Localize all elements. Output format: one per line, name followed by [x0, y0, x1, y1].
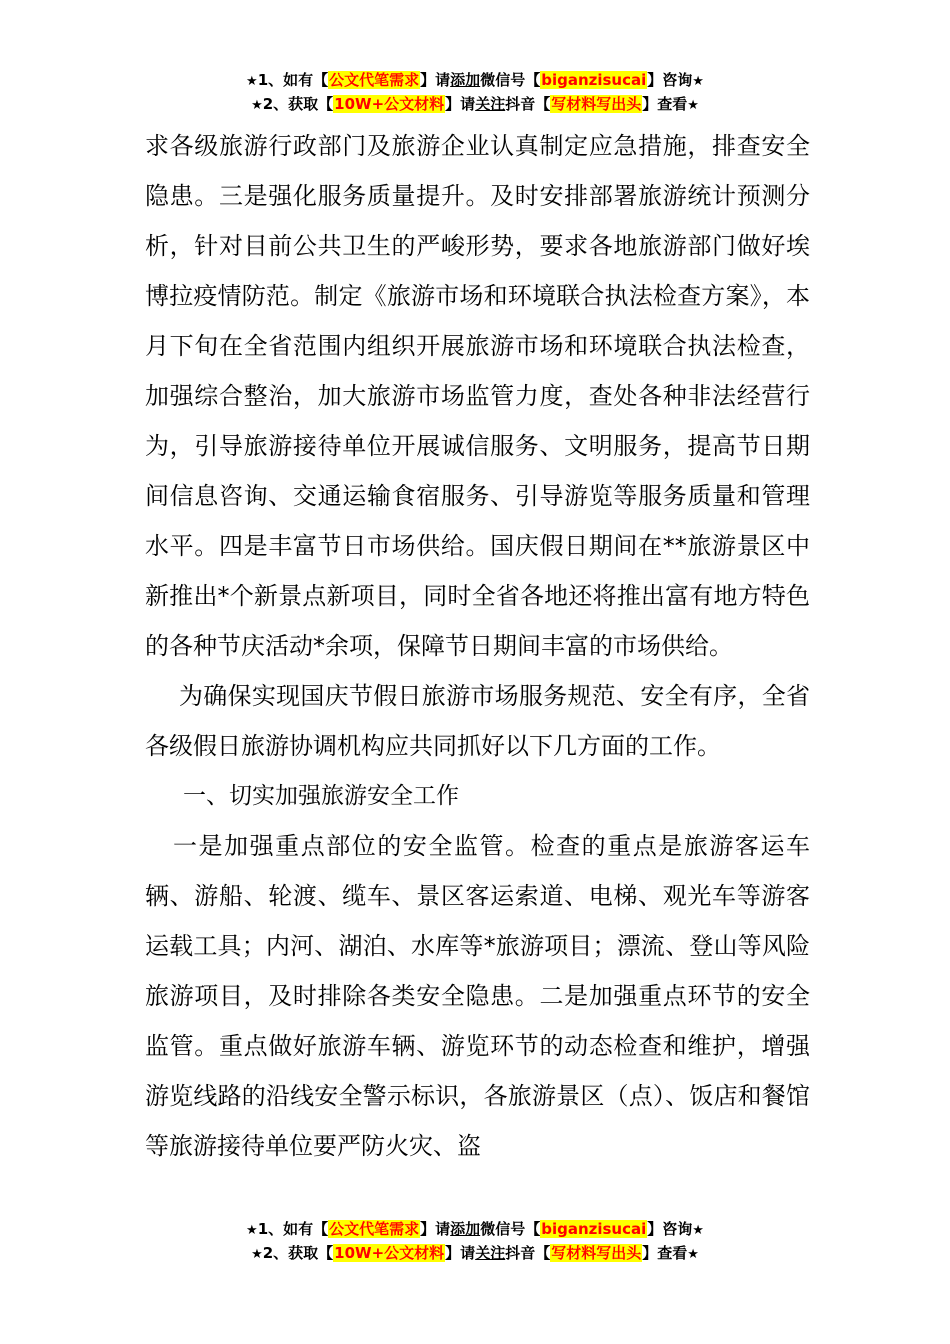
star-icon: ★ [687, 1247, 699, 1262]
banner-text: 2、获取【 [262, 95, 334, 113]
star-icon: ★ [692, 74, 704, 89]
highlight-douyin: 写材料写出头 [551, 95, 642, 113]
banner-text: 】请 [420, 71, 451, 89]
banner-text: 】请 [445, 1244, 476, 1262]
banner-text: 抖音【 [505, 95, 551, 113]
banner-text: 微信号【 [480, 71, 541, 89]
banner-text: 抖音【 [505, 1244, 551, 1262]
underlined-text: 关注 [475, 95, 506, 113]
underlined-text: 添加 [450, 1220, 481, 1238]
star-icon: ★ [246, 74, 258, 89]
star-icon: ★ [692, 1223, 704, 1238]
underlined-text: 添加 [450, 71, 481, 89]
banner-text: 】请 [445, 95, 476, 113]
highlight-service: 公文代笔需求 [329, 1220, 420, 1238]
star-icon: ★ [687, 98, 699, 113]
banner-line-2 [0, 93, 950, 117]
highlight-douyin: 写材料写出头 [551, 1244, 642, 1262]
underlined-text: 关注 [475, 1244, 506, 1262]
star-icon: ★ [246, 1223, 258, 1238]
banner-text: 】查看 [642, 95, 688, 113]
banner-text: 1、如有【 [257, 1220, 329, 1238]
highlight-materials: 10W+公文材料 [334, 95, 445, 113]
highlight-wechat-id: biganzisucai [541, 1220, 647, 1238]
banner-text: 1、如有【 [257, 71, 329, 89]
banner-line-1 [0, 1218, 950, 1242]
star-icon: ★ [251, 98, 263, 113]
star-icon: ★ [251, 1247, 263, 1262]
section-heading-1: 一、切实加强旅游安全工作 [183, 783, 459, 809]
banner-text: 2、获取【 [262, 1244, 334, 1262]
paragraph-3: 一是加强重点部位的安全监管。检查的重点是旅游客运车辆、游船、轮渡、缆车、景区客运索道、电梯、观光车等游客运载工具；内河、湖泊、水库等*旅游项目；漂流、登山等风险旅游项目，及时排除各类安全隐患。二是加强重点环节的安全监管。重点做好旅游车辆、游览环节的动态检查和维护，增强游览线路的沿线安全警示标识，各旅游景区（点）、饭店和餐馆等旅游接待单位要严防火灾、盗 [145, 832, 810, 1160]
banner-text: 】咨询 [647, 1220, 693, 1238]
banner-line-2 [0, 1242, 950, 1266]
footer-banner [0, 1218, 950, 1266]
banner-line-1 [0, 69, 950, 93]
banner-text: 】请 [420, 1220, 451, 1238]
highlight-materials: 10W+公文材料 [334, 1244, 445, 1262]
document-body [145, 121, 810, 1171]
banner-text: 】查看 [642, 1244, 688, 1262]
banner-text: 】咨询 [647, 71, 693, 89]
header-banner [0, 69, 950, 117]
paragraph-2: 为确保实现国庆节假日旅游市场服务规范、安全有序，全省各级假日旅游协调机构应共同抓好以下几方面的工作。 [145, 682, 810, 760]
banner-text: 微信号【 [480, 1220, 541, 1238]
highlight-service: 公文代笔需求 [329, 71, 420, 89]
paragraph-1: 求各级旅游行政部门及旅游企业认真制定应急措施，排查安全隐患。三是强化服务质量提升。及时安排部署旅游统计预测分析，针对目前公共卫生的严峻形势，要求各地旅游部门做好埃博拉疫情防范。制定《旅游市场和环境联合执法检查方案》，本月下旬在全省范围内组织开展旅游市场和环境联合执法检查，加强综合整治，加大旅游市场监管力度，查处各种非法经营行为，引导旅游接待单位开展诚信服务、文明服务，提高节日期间信息咨询、交通运输食宿服务、引导游览等服务质量和管理水平。四是丰富节日市场供给。国庆假日期间在**旅游景区中新推出*个新景点新项目，同时全省各地还将推出富有地方特色的各种节庆活动*余项，保障节日期间丰富的市场供给。 [145, 132, 810, 660]
highlight-wechat-id: biganzisucai [541, 71, 647, 89]
